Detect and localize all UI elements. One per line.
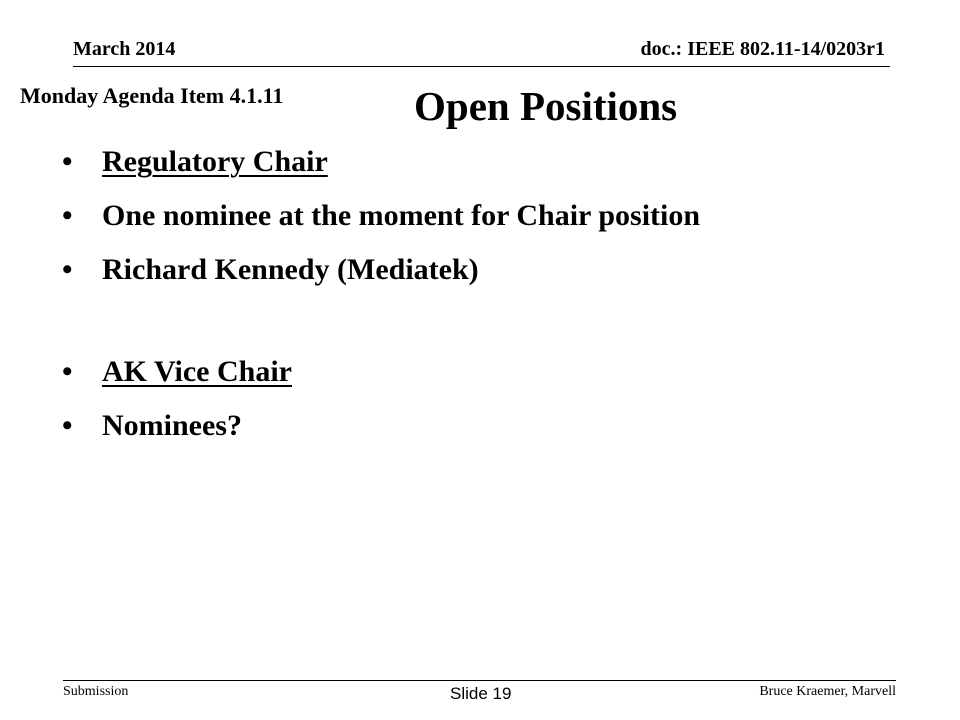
bullet-text: Regulatory Chair (102, 145, 328, 178)
bullet-text: One nominee at the moment for Chair position (102, 199, 701, 232)
bullet-text: AK Vice Chair (102, 355, 292, 388)
bullet-item-nominee-name (60, 250, 700, 304)
bullet-item-nominees (60, 406, 700, 460)
bullet-list (60, 142, 700, 460)
bullet-item-regulatory-chair (60, 142, 700, 196)
header-divider (73, 66, 890, 67)
bullet-item-ak-vice-chair (60, 352, 700, 406)
bullet-text: Richard Kennedy (Mediatek) (102, 253, 479, 286)
agenda-item-label: Monday Agenda Item 4.1.11 (20, 83, 284, 108)
header-doc-id: doc.: IEEE 802.11-14/0203r1 (640, 38, 885, 60)
bullet-text: Nominees? (102, 409, 242, 442)
footer-submission: Submission (63, 684, 129, 699)
footer-divider (63, 680, 896, 681)
footer-author: Bruce Kraemer, Marvell (759, 684, 896, 699)
header-date: March 2014 (73, 38, 176, 60)
bullet-item-one-nominee (60, 196, 700, 250)
footer-slide-number: Slide 19 (450, 684, 512, 703)
slide-title: Open Positions (414, 83, 678, 129)
